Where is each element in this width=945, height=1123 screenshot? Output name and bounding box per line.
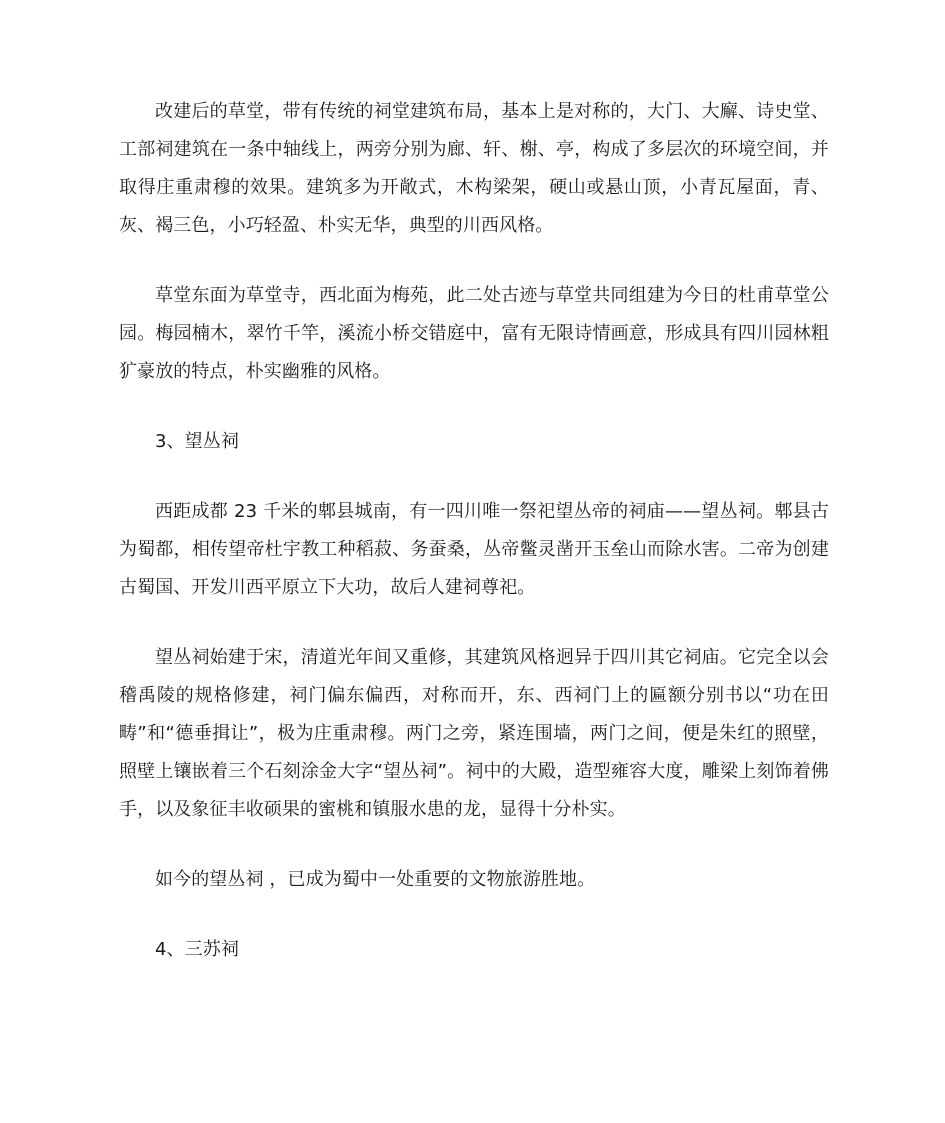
document-body [119, 93, 829, 969]
paragraph-caotang-layout: 改建后的草堂，带有传统的祠堂建筑布局，基本上是对称的，大门、大廨、诗史堂、工部祠建筑在一条中轴线上，两旁分别为廊、轩、榭、亭，构成了多层次的环境空间，并取得庄重肃穆的效果。建筑多为开敞式，木构梁架，硬山或悬山顶，小青瓦屋面，青、灰、褐三色，小巧轻盈、朴实无华，典型的川西风格。 [119, 101, 829, 236]
paragraph-spacer [119, 391, 829, 423]
paragraph-spacer [119, 607, 829, 639]
paragraph-wangcongci-intro: 西距成都 23 千米的郫县城南，有一四川唯一祭祀望丛帝的祠庙——望丛祠。郫县古为蜀都，相传望帝杜宇教工种稻菽、务蚕桑，丛帝鳖灵凿开玉垒山而除水害。二帝为创建古蜀国、开发川西平原立下大功，故后人建祠尊祀。 [119, 501, 829, 598]
paragraph-caotang-park: 草堂东面为草堂寺，西北面为梅苑，此二处古迹与草堂共同组建为今日的杜甫草堂公园。梅园楠木，翠竹千竿，溪流小桥交错庭中，富有无限诗情画意，形成具有四川园林粗犷豪放的特点，朴实幽雅的风格。 [119, 285, 829, 382]
paragraph-wangcongci-today: 如今的望丛祠 ，已成为蜀中一处重要的文物旅游胜地。 [155, 869, 596, 890]
paragraph-spacer [119, 829, 829, 861]
section-heading-sansuci: 4、三苏祠 [155, 939, 239, 960]
paragraph-wangcongci-architecture: 望丛祠始建于宋，清道光年间又重修，其建筑风格迥异于四川其它祠庙。它完全以会稽禹陵的规格修建，祠门偏东偏西，对称而开，东、西祠门上的匾额分别书以“功在田畴”和“德垂揖让”，极为庄重肃穆。两门之旁，紧连围墙，两门之间，便是朱红的照壁，照壁上镶嵌着三个石刻涂金大字“望丛祠”。祠中的大殿，造型雍容大度，雕梁上刻饰着佛手，以及象征丰收硕果的蜜桃和镇服水患的龙，显得十分朴实。 [119, 647, 829, 820]
paragraph-spacer [119, 899, 829, 931]
paragraph-spacer [119, 245, 829, 277]
section-heading-wangcongci: 3、望丛祠 [155, 431, 239, 452]
paragraph-spacer [119, 461, 829, 493]
